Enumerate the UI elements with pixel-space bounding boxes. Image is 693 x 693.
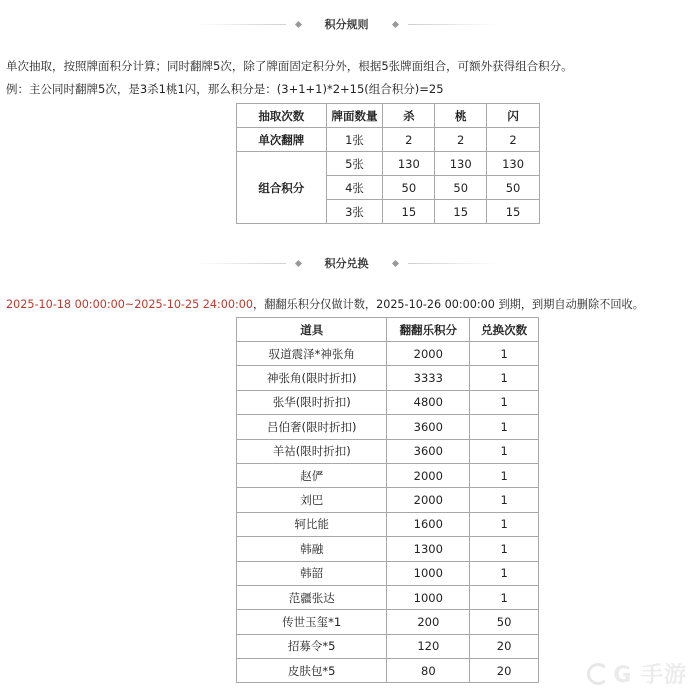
- table-cell: 200: [387, 610, 470, 634]
- table-cell: 1: [470, 585, 539, 609]
- card-points-table: [236, 103, 540, 224]
- section-title-text: 积分规则: [324, 18, 369, 31]
- table-cell: 3600: [387, 415, 470, 439]
- table-cell: 1: [470, 439, 539, 463]
- table-cell: 韩融: [237, 537, 387, 561]
- table-row: [237, 585, 539, 609]
- table-cell: 1000: [387, 585, 470, 609]
- table-row: [237, 152, 540, 176]
- table-cell: 1张: [326, 128, 383, 152]
- table-row: [237, 128, 540, 152]
- table-header-row: [237, 104, 540, 128]
- header-points: 翻翻乐积分: [387, 318, 470, 342]
- table-cell: 3600: [387, 439, 470, 463]
- table-cell: 130: [435, 152, 487, 176]
- table-cell: 3333: [387, 366, 470, 390]
- table-row: [237, 390, 539, 414]
- table-cell: 神张角(限时折扣): [237, 366, 387, 390]
- divider: [408, 24, 498, 25]
- table-row: [237, 342, 539, 366]
- section-title-rules: [0, 14, 693, 34]
- table-row: [237, 537, 539, 561]
- section-title-exchange: [0, 253, 693, 273]
- divider: [408, 263, 498, 264]
- table-cell: 轲比能: [237, 512, 387, 536]
- header-draw-count: 抽取次数: [237, 104, 327, 128]
- table-cell: 15: [435, 200, 487, 224]
- table-cell: 驭道震泽*神张角: [237, 342, 387, 366]
- event-period: 2025-10-18 00:00:00~2025-10-25 24:00:00: [6, 298, 254, 311]
- table-cell: 招募令*5: [237, 634, 387, 658]
- table-cell: 羊祜(限时折扣): [237, 439, 387, 463]
- table-row: [237, 366, 539, 390]
- table-cell: 赵俨: [237, 463, 387, 487]
- exchange-table: [236, 317, 539, 683]
- table-cell: 50: [383, 176, 435, 200]
- table-cell: 范疆张达: [237, 585, 387, 609]
- table-cell: 2000: [387, 463, 470, 487]
- single-flip-label: 单次翻牌: [237, 128, 327, 152]
- table-cell: 2000: [387, 342, 470, 366]
- table-cell: 1: [470, 415, 539, 439]
- table-row: [237, 610, 539, 634]
- table-cell: 张华(限时折扣): [237, 390, 387, 414]
- table-cell: 20: [470, 659, 539, 683]
- table-cell: 15: [383, 200, 435, 224]
- table-cell: 20: [470, 634, 539, 658]
- header-shan: 闪: [487, 104, 540, 128]
- divider: [196, 24, 286, 25]
- table-cell: 50: [435, 176, 487, 200]
- table-row: [237, 415, 539, 439]
- diamond-icon: [391, 20, 398, 27]
- table-row: [237, 561, 539, 585]
- table-cell: 130: [487, 152, 540, 176]
- table-row: [237, 488, 539, 512]
- table-cell: 刘巴: [237, 488, 387, 512]
- table-cell: 韩韶: [237, 561, 387, 585]
- table-cell: 1: [470, 561, 539, 585]
- logo-icon: [587, 663, 609, 685]
- table-cell: 1: [470, 537, 539, 561]
- table-row: [237, 659, 539, 683]
- diamond-icon: [294, 20, 301, 27]
- table-cell: 1: [470, 488, 539, 512]
- divider: [196, 263, 286, 264]
- header-sha: 杀: [383, 104, 435, 128]
- table-cell: 15: [487, 200, 540, 224]
- table-cell: 3张: [326, 200, 383, 224]
- table-cell: 1: [470, 390, 539, 414]
- table-cell: 80: [387, 659, 470, 683]
- table-row: [237, 512, 539, 536]
- table-cell: 皮肤包*5: [237, 659, 387, 683]
- event-period-text: [6, 297, 644, 313]
- table-cell: 1300: [387, 537, 470, 561]
- table-cell: 1000: [387, 561, 470, 585]
- table-row: [237, 463, 539, 487]
- table-cell: 1: [470, 342, 539, 366]
- table-cell: 4800: [387, 390, 470, 414]
- table-cell: 120: [387, 634, 470, 658]
- combo-points-label: 组合积分: [237, 152, 327, 224]
- table-header-row: [237, 318, 539, 342]
- table-cell: 1: [470, 366, 539, 390]
- table-cell: 5张: [326, 152, 383, 176]
- header-exchange-limit: 兑换次数: [470, 318, 539, 342]
- table-cell: 2000: [387, 488, 470, 512]
- table-cell: 2: [435, 128, 487, 152]
- watermark-logo: [587, 658, 687, 689]
- table-row: [237, 439, 539, 463]
- table-cell: 1: [470, 463, 539, 487]
- diamond-icon: [391, 259, 398, 266]
- watermark-text: G 手游: [613, 663, 687, 688]
- table-cell: 1: [470, 512, 539, 536]
- table-cell: 1600: [387, 512, 470, 536]
- table-cell: 2: [383, 128, 435, 152]
- table-cell: 2: [487, 128, 540, 152]
- header-tao: 桃: [435, 104, 487, 128]
- table-cell: 50: [487, 176, 540, 200]
- header-card-count: 牌面数量: [326, 104, 383, 128]
- table-cell: 吕伯奢(限时折扣): [237, 415, 387, 439]
- table-cell: 130: [383, 152, 435, 176]
- table-cell: 50: [470, 610, 539, 634]
- header-item: 道具: [237, 318, 387, 342]
- table-row: [237, 634, 539, 658]
- table-cell: 传世玉玺*1: [237, 610, 387, 634]
- rule-line-2: 例：主公同时翻牌5次，是3杀1桃1闪，那么积分是：(3+1+1)*2+15(组合积分)=25: [6, 82, 444, 96]
- diamond-icon: [294, 259, 301, 266]
- table-cell: 4张: [326, 176, 383, 200]
- event-period-suffix: ，翻翻乐积分仅做计数，2025-10-26 00:00:00 到期，到期自动删除不回收。: [253, 298, 644, 311]
- section-title-text: 积分兑换: [324, 257, 369, 270]
- rule-line-1: 单次抽取，按照牌面积分计算；同时翻牌5次，除了牌面固定积分外，根据5张牌面组合，可额外获得组合积分。: [6, 59, 573, 73]
